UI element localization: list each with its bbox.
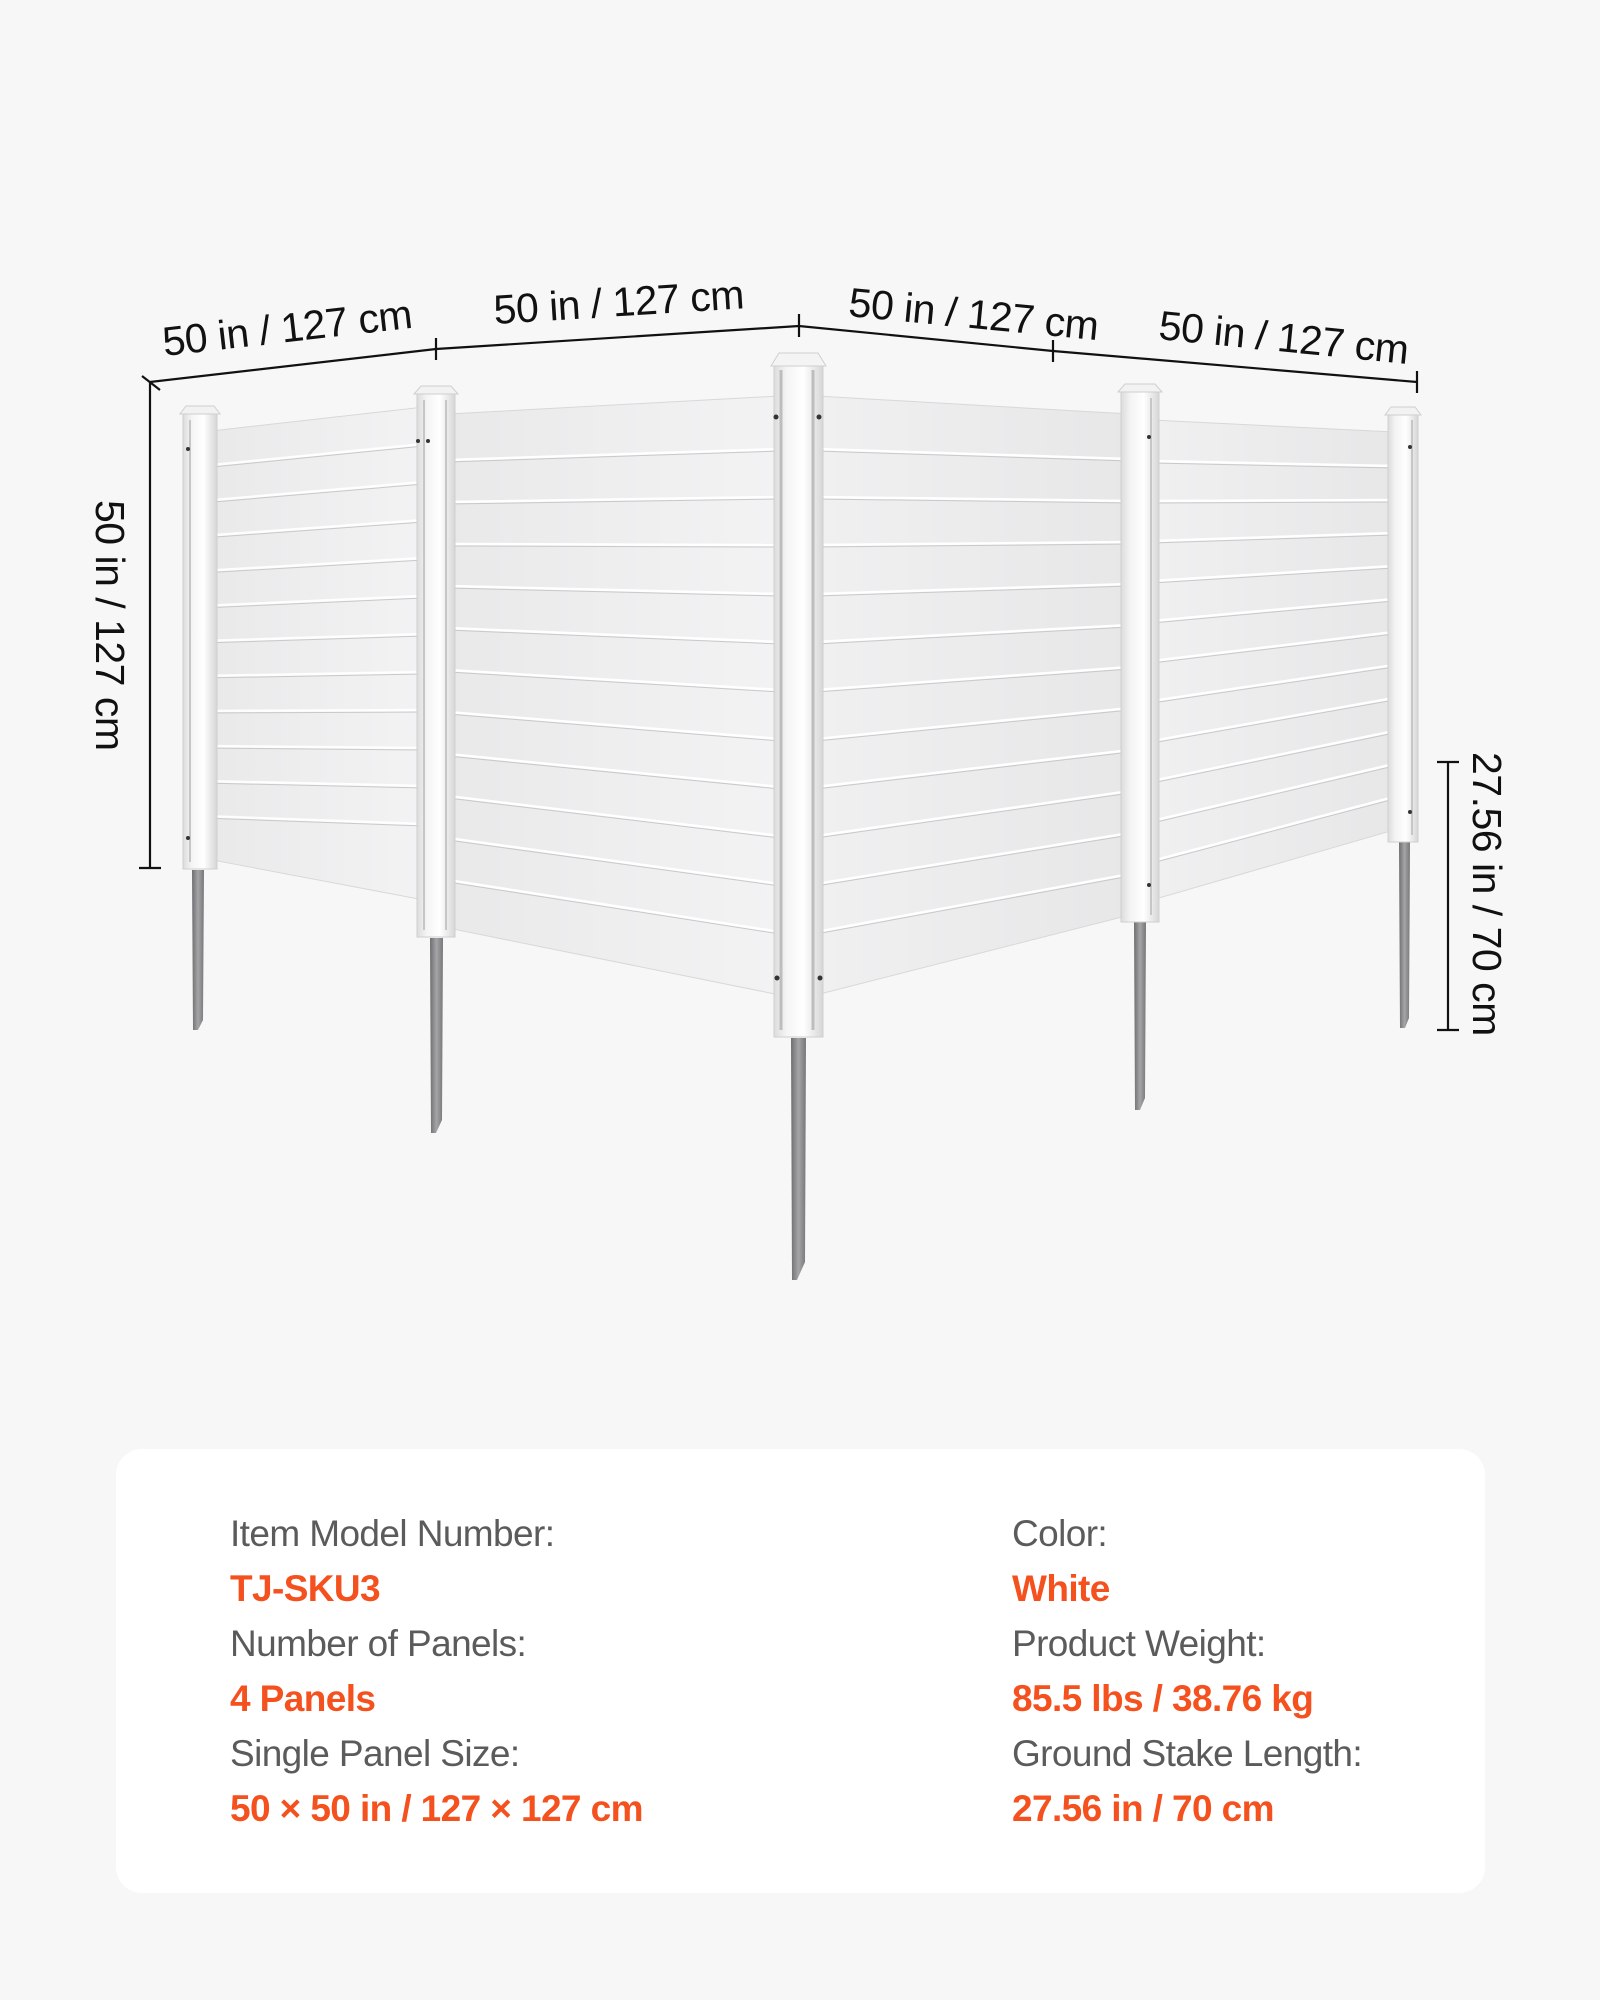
spec-label-product-weight: Product Weight: [1012, 1623, 1266, 1664]
height-dimension-label: 50 in / 127 cm [87, 500, 133, 751]
spec-value-ground-stake-length: 27.56 in / 70 cm [1012, 1788, 1274, 1829]
stake-length-dimension-label: 27.56 in / 70 cm [1464, 752, 1510, 1036]
spec-label-color: Color: [1012, 1513, 1108, 1554]
spec-label-model-number: Item Model Number: [230, 1513, 555, 1554]
spec-card [116, 1449, 1485, 1893]
fence-post-5 [1388, 415, 1418, 842]
dimension-label-panel-1: 50 in / 127 cm [160, 290, 415, 365]
fence-post-2 [417, 394, 455, 937]
spec-label-ground-stake-length: Ground Stake Length: [1012, 1733, 1363, 1774]
dimension-label-panel-4: 50 in / 127 cm [1156, 302, 1411, 373]
fence-post-1 [183, 414, 217, 869]
spec-label-single-panel-size: Single Panel Size: [230, 1733, 520, 1774]
fence-post-4 [1121, 392, 1159, 922]
spec-value-number-of-panels: 4 Panels [230, 1678, 376, 1719]
spec-value-product-weight: 85.5 lbs / 38.76 kg [1012, 1678, 1314, 1719]
dimension-label-panel-3: 50 in / 127 cm [846, 279, 1101, 350]
spec-value-color: White [1012, 1568, 1110, 1609]
spec-value-single-panel-size: 50 × 50 in / 127 × 127 cm [230, 1788, 643, 1829]
spec-label-number-of-panels: Number of Panels: [230, 1623, 527, 1664]
dimension-label-panel-2: 50 in / 127 cm [492, 271, 746, 333]
spec-value-model-number: TJ-SKU3 [230, 1568, 380, 1609]
fence-panel-1 [202, 407, 424, 900]
